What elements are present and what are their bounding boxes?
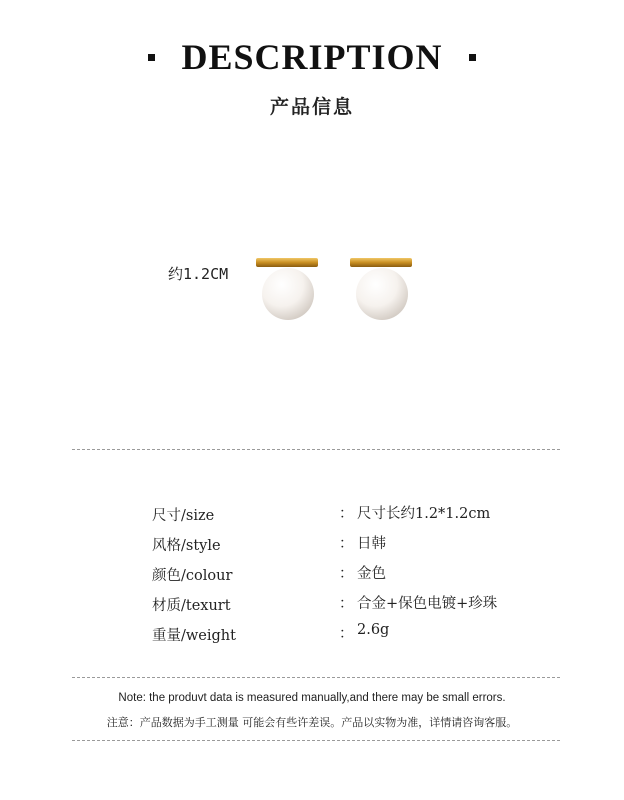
spec-row-size <box>152 500 552 530</box>
earring-image-right <box>346 252 418 324</box>
spec-value: 金色 <box>357 566 386 582</box>
page-subtitle: 产品信息 <box>269 96 354 118</box>
spec-key: 尺寸/size <box>152 508 215 524</box>
spec-key: 重量/weight <box>152 628 236 644</box>
page-title: DESCRIPTION <box>181 37 443 77</box>
left-bullet-icon <box>148 54 155 61</box>
size-annotation: 约1.2CM <box>168 265 229 283</box>
spec-colon: ： <box>339 596 354 612</box>
spec-value: 尺寸长约1.2*1.2cm <box>357 506 491 522</box>
note-english: Note: the produvt data is measured manually,and there may be small errors. <box>118 692 506 704</box>
spec-value: 2.6g <box>357 622 390 638</box>
earring-image-left <box>252 252 324 324</box>
pearl-earring-icon <box>346 252 418 324</box>
spec-key: 风格/style <box>152 538 221 554</box>
title-row <box>0 36 624 78</box>
spec-table <box>152 500 552 650</box>
spec-row-style <box>152 530 552 560</box>
spec-value: 日韩 <box>357 536 386 552</box>
section-divider <box>72 677 560 678</box>
spec-row-weight <box>152 620 552 650</box>
spec-colon: ： <box>339 536 354 552</box>
section-divider <box>72 740 560 741</box>
spec-row-colour <box>152 560 552 590</box>
pearl-earring-icon <box>252 252 324 324</box>
spec-colon: ： <box>339 626 354 642</box>
section-divider <box>72 449 560 450</box>
header <box>0 36 624 119</box>
spec-key: 材质/texurt <box>152 598 231 614</box>
spec-key: 颜色/colour <box>152 568 233 584</box>
spec-row-material <box>152 590 552 620</box>
spec-colon: ： <box>339 566 354 582</box>
spec-value: 合金+保色电镀+珍珠 <box>357 596 498 612</box>
right-bullet-icon <box>469 54 476 61</box>
note-chinese: 注意：产品数据为手工测量 可能会有些许差误。产品以实物为准，详情请咨询客服。 <box>106 716 518 729</box>
spec-colon: ： <box>339 506 354 522</box>
